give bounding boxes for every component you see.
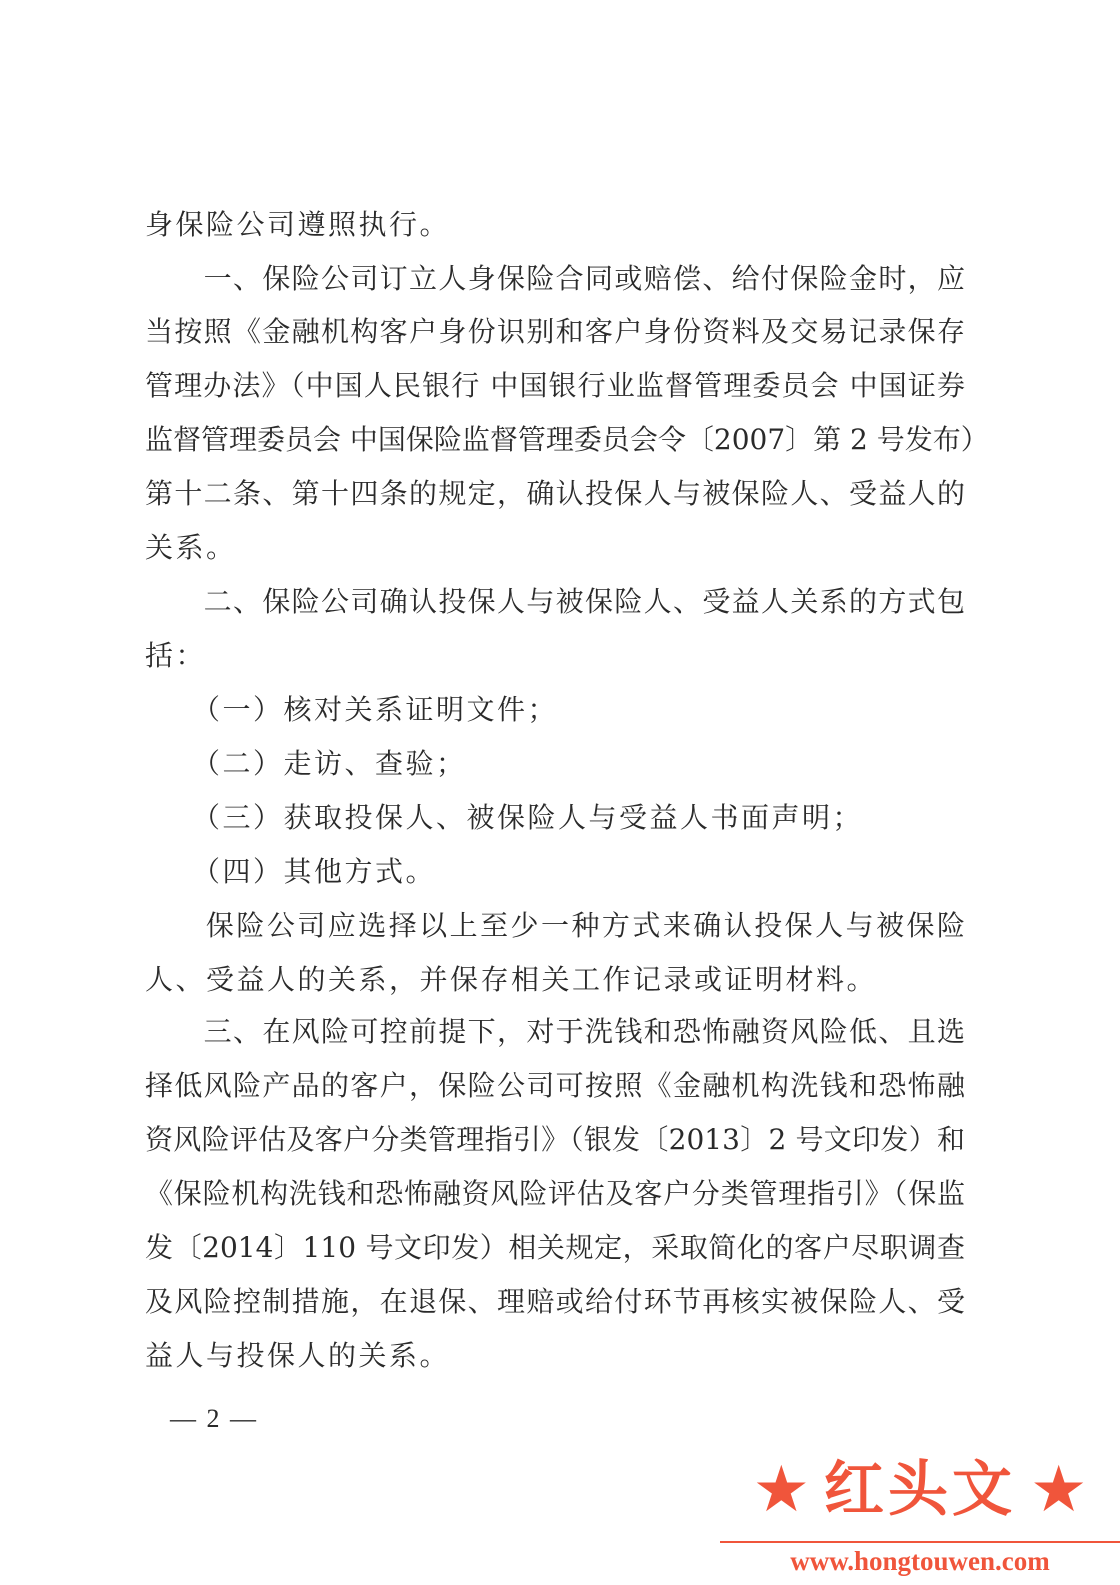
- watermark-url: www.hongtouwen.com: [790, 1546, 1050, 1576]
- text-line: 资风险评估及客户分类管理指引》（银发〔2013〕2 号文印发）和: [145, 1123, 965, 1156]
- text-line: 三、在风险可控前提下，对于洗钱和恐怖融资风险低、且选: [145, 1015, 965, 1048]
- list-item: （四）其他方式。: [145, 855, 437, 888]
- text-line: 择低风险产品的客户，保险公司可按照《金融机构洗钱和恐怖融: [145, 1069, 965, 1102]
- text-line: 发〔2014〕110 号文印发）相关规定，采取简化的客户尽职调查: [145, 1231, 965, 1264]
- watermark-logo: [720, 1440, 1120, 1585]
- list-item: （一）核对关系证明文件；: [145, 693, 559, 726]
- text-line: 及风险控制措施，在退保、理赔或给付环节再核实被保险人、受: [145, 1285, 965, 1318]
- star-icon: ★: [1030, 1453, 1088, 1527]
- text-line: 当按照《金融机构客户身份识别和客户身份资料及交易记录保存: [145, 315, 965, 348]
- text-line: 关系。: [145, 531, 237, 564]
- list-item: （二）走访、查验；: [145, 747, 467, 780]
- text-line: 益人与投保人的关系。: [145, 1339, 451, 1372]
- text-line: 二、保险公司确认投保人与被保险人、受益人关系的方式包: [145, 585, 965, 618]
- list-item: （三）获取投保人、被保险人与受益人书面声明；: [145, 801, 864, 834]
- text-line: 管理办法》（中国人民银行 中国银行业监督管理委员会 中国证券: [145, 369, 965, 402]
- text-line: 括：: [145, 639, 207, 672]
- watermark-brand: 红头文: [824, 1455, 1016, 1525]
- watermark-title: [720, 1440, 1120, 1540]
- text-line: 人、受益人的关系，并保存相关工作记录或证明材料。: [145, 963, 878, 996]
- watermark-divider: [720, 1541, 1120, 1543]
- page-number: — 2 —: [170, 1404, 258, 1433]
- text-line: 第十二条、第十四条的规定，确认投保人与被保险人、受益人的: [145, 477, 965, 510]
- text-line: 监督管理委员会 中国保险监督管理委员会令〔2007〕第 2 号发布）: [145, 423, 989, 456]
- text-line: 一、保险公司订立人身保险合同或赔偿、给付保险金时，应: [145, 262, 965, 295]
- star-icon: ★: [752, 1453, 810, 1527]
- text-line: 保险公司应选择以上至少一种方式来确认投保人与被保险: [145, 909, 965, 942]
- text-line: 身保险公司遵照执行。: [145, 208, 451, 241]
- text-line: 《保险机构洗钱和恐怖融资风险评估及客户分类管理指引》（保监: [145, 1177, 965, 1210]
